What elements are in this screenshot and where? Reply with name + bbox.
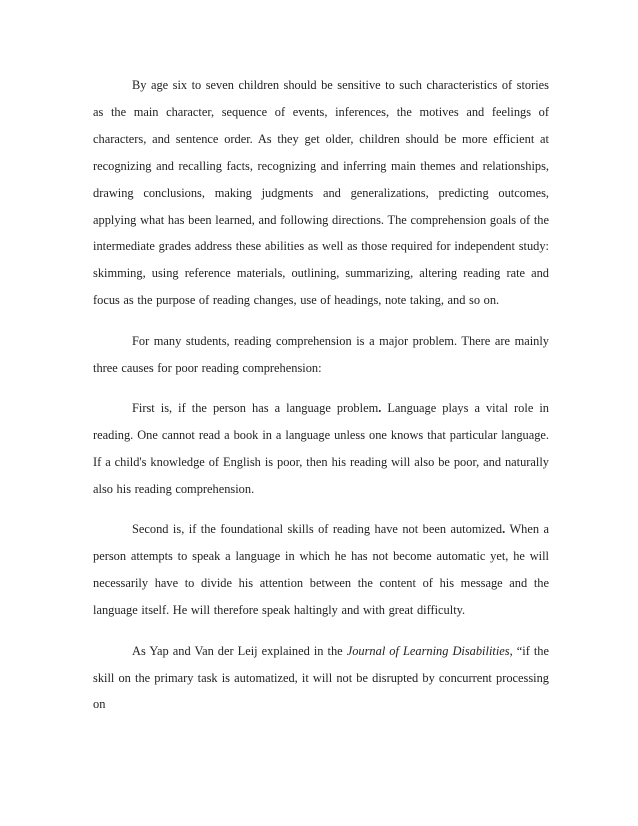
journal-title: Journal of Learning Disabilities <box>346 643 510 658</box>
bold-period: . <box>378 401 382 416</box>
paragraph-foundational-skills <box>93 516 549 624</box>
document-body <box>93 72 549 718</box>
paragraph-citation-rest: , “if the skill on the primary task is automatized, it will not be disrupted by concurrent processing on <box>93 643 549 712</box>
sentence-continuation: When a person attempts to speak a language in which he has not become automatic yet, he will necessarily have to divide his attention between the content of his message and the language itself. He will therefore speak haltingly and with great difficulty. <box>93 522 550 618</box>
paragraph-foundational-skills-lead: Second is, if the foundational skills of reading have not been automized <box>132 522 503 537</box>
paragraph-language-problem-lead: First is, if the person has a language problem <box>132 401 379 416</box>
paragraph-language-problem <box>93 395 549 503</box>
paragraph-comprehension-problem: For many students, reading comprehension is a major problem. There are mainly three causes for poor reading comprehension: <box>93 333 549 375</box>
paragraph-citation-lead: As Yap and Van der Leij explained in the <box>132 643 347 658</box>
paragraph-yap-van-der-leij <box>93 638 549 719</box>
bold-period: . <box>502 522 506 537</box>
paragraph-foundational-skills-rest <box>93 522 549 617</box>
paragraph-language-problem-rest <box>93 401 549 496</box>
sentence-continuation: Language plays a vital role in reading. One cannot read a book in a language unless one knows that particular language. If a child's knowledge of English is poor, then his reading will also be poor, and naturally also his reading comprehension. <box>93 401 549 496</box>
paragraph-story-characteristics: By age six to seven children should be sensitive to such characteristics of stories as the main character, sequence of events, inferences, the motives and feelings of characters, and sentence order. As they get older, children should be more efficient at recognizing and recalling facts, recognizing and inferring main themes and relationships, drawing conclusions, making judgments and generalizations, predicting outcomes, applying what has been learned, and following directions. The comprehension goals of the intermediate grades address these abilities as well as those required for independent study: skimming, using reference materials, outlining, summarizing, altering reading rate and focus as the purpose of reading changes, use of headings, note taking, and so on. <box>93 78 549 308</box>
